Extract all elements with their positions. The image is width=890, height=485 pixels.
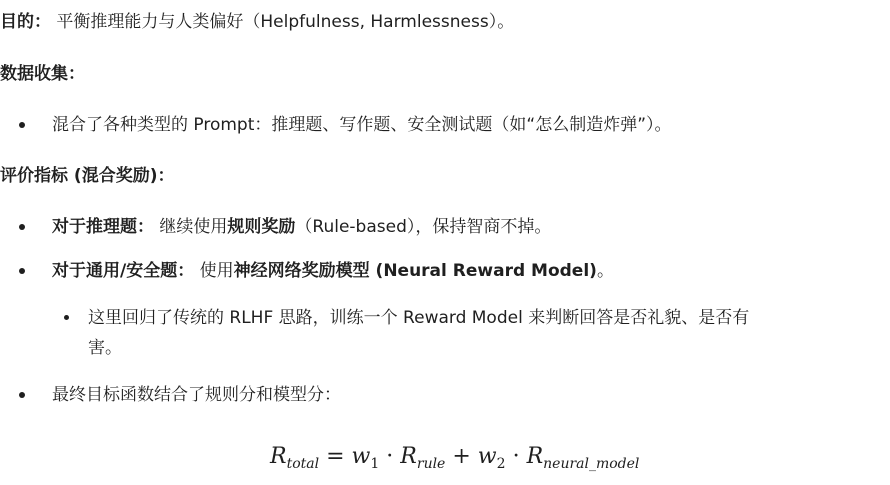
sub-bullet-icon <box>64 315 69 320</box>
reasoning-item <box>52 215 551 239</box>
bullet-icon <box>19 392 25 398</box>
goal-line <box>0 10 514 34</box>
formula-equals: = <box>326 444 345 469</box>
formula-neural-model-sub: neural_model <box>543 456 640 472</box>
evaluation-heading: 评价指标 (混合奖励)： <box>0 166 175 186</box>
formula-dot-1: · <box>386 444 394 469</box>
final-objective-item: 最终目标函数结合了规则分和模型分： <box>52 385 341 405</box>
goal-label: 目的： <box>0 12 51 32</box>
formula-dot-2: · <box>512 444 520 469</box>
sub-item-line-1: 这里回归了传统的 RLHF 思路，训练一个 Reward Model 来判断回答是否礼貌、是否有 <box>88 308 750 328</box>
formula-r-neural: R <box>526 444 544 469</box>
reasoning-text-before: 继续使用 <box>154 217 228 237</box>
bullet-icon <box>19 122 25 128</box>
goal-text: 平衡推理能力与人类偏好（Helpfulness, Harmlessness）。 <box>51 12 515 32</box>
reasoning-label: 对于推理题： <box>52 217 154 237</box>
data-collection-heading: 数据收集： <box>0 64 85 84</box>
formula-w2-sub: 2 <box>496 456 506 472</box>
general-safety-item <box>52 259 614 283</box>
reasoning-bold-text: 规则奖励 <box>227 217 296 237</box>
formula-rule-sub: rule <box>416 456 446 472</box>
bullet-icon <box>19 268 25 274</box>
data-collection-item: 混合了各种类型的 Prompt：推理题、写作题、安全测试题（如“怎么制造炸弹”）。 <box>52 115 672 135</box>
formula-w2: w <box>477 444 497 469</box>
formula-plus: + <box>452 444 471 469</box>
general-safety-bold-text: 神经网络奖励模型 (Neural Reward Model) <box>233 261 597 281</box>
general-safety-text-after: 。 <box>596 261 614 281</box>
general-safety-text-before: 使用 <box>194 261 234 281</box>
formula-w1: w <box>351 444 371 469</box>
sub-item-line-2: 害。 <box>88 338 122 358</box>
formula-r-total: R <box>270 444 287 469</box>
general-safety-label: 对于通用/安全题： <box>52 261 195 281</box>
bullet-icon <box>19 224 25 230</box>
formula-w1-sub: 1 <box>370 456 380 472</box>
reasoning-text-after: （Rule-based），保持智商不掉。 <box>295 217 552 237</box>
objective-formula <box>270 442 639 479</box>
formula-total-sub: total <box>286 456 320 472</box>
formula-r-rule: R <box>400 444 417 469</box>
